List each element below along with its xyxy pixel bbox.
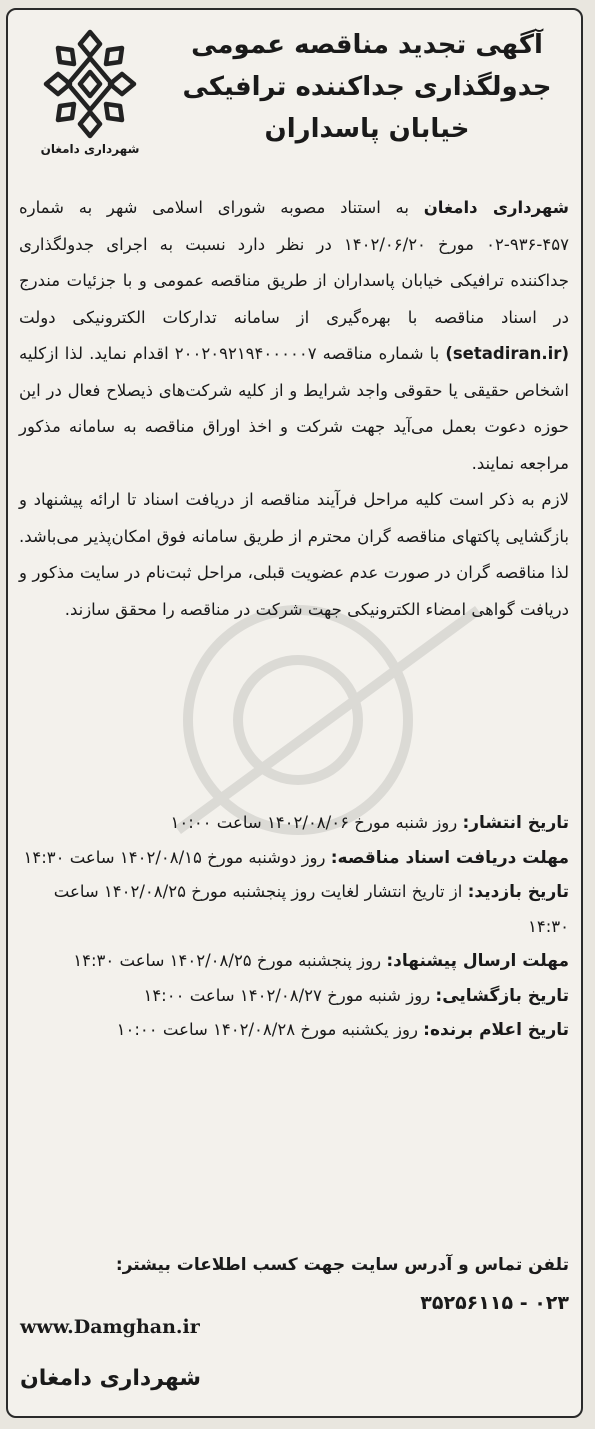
title-line-2: جدولگذاری جداکننده ترافیکی [182, 72, 552, 102]
schedule-item-publish [19, 806, 569, 841]
schedule-value: از تاریخ انتشار لغایت روز پنجشنبه مورخ ۱۴۰۲/۰۸/۲۵ ساعت ۱۴:۳۰ [53, 882, 569, 936]
setadiran-link[interactable]: (setadiran.ir) [445, 344, 569, 363]
notice-body [19, 190, 569, 628]
schedule-value: روز شنبه مورخ ۱۴۰۲/۰۸/۰۶ ساعت ۱۰:۰۰ [170, 813, 463, 832]
schedule-label: مهلت دریافت اسناد مناقصه: [330, 847, 569, 868]
schedule-label: تاریخ بازدید: [467, 882, 569, 902]
contact-phone: ۰۲۳ - ۳۵۲۵۶۱۱۵ [420, 1292, 569, 1314]
contact-label: تلفن تماس و آدرس سایت جهت کسب اطلاعات بیشتر: [115, 1255, 569, 1275]
schedule-label: تاریخ اعلام برنده: [423, 1020, 569, 1040]
body-paragraph-1-part-a: به استناد مصوبه شورای اسلامی شهر به شماره ۴۵۷-۹۳۶-۰۲ مورخ ۱۴۰۲/۰۶/۲۰ در نظر دارد نسبت به اجرای جدولگذاری جداکننده ترافیکی خیابان پاسداران از طریق مناقصه عمومی و با جزئیات مندرج در اسناد مناقصه با بهره‌گیری از سامانه تدارکات الکترونیکی دولت [19, 198, 569, 327]
schedule-label: مهلت ارسال پیشنهاد: [386, 951, 569, 971]
website-link[interactable]: www.Damghan.ir [20, 1316, 200, 1338]
schedule-item-visit [19, 875, 569, 944]
schedule-item-submission [19, 944, 569, 979]
title-line-1: آگهی تجدید مناقصه عمومی [191, 30, 543, 60]
schedule-label: تاریخ بازگشایی: [435, 985, 569, 1006]
schedule-value: روز پنجشنبه مورخ ۱۴۰۲/۰۸/۲۵ ساعت ۱۴:۳۰ [73, 951, 387, 970]
schedule-label: تاریخ انتشار: [462, 813, 569, 833]
schedule-item-winner [19, 1013, 569, 1048]
schedule-item-docs-deadline [19, 841, 569, 876]
schedule-list [19, 806, 569, 1048]
municipality-logo [30, 28, 150, 178]
schedule-value: روز شنبه مورخ ۱۴۰۲/۰۸/۲۷ ساعت ۱۴:۰۰ [143, 985, 436, 1005]
schedule-value: روز یکشنبه مورخ ۱۴۰۲/۰۸/۲۸ ساعت ۱۰:۰۰ [116, 1020, 424, 1039]
logo-caption: شهرداری دامغان [40, 142, 140, 156]
notice-frame [6, 8, 583, 1418]
body-paragraph-2: لازم به ذکر است کلیه مراحل فرآیند مناقصه از دریافت اسناد تا ارائه پیشنهاد و بازگشایی پاکتهای مناقصه گران محترم از طریق سامانه فوق امکان‌پذیر می‌باشد. لذا مناقصه گران در صورت عدم عضویت قبلی، مراحل ثبت‌نام در سایت مذکور و دریافت گواهی امضاء الکترونیکی جهت شرکت در مناقصه را محقق سازند. [19, 490, 569, 619]
title-line-3: خیابان پاسداران [264, 114, 470, 144]
schedule-value: روز دوشنبه مورخ ۱۴۰۲/۰۸/۱۵ ساعت ۱۴:۳۰ [23, 847, 331, 867]
notice-header [8, 10, 581, 180]
issuer-name: شهرداری دامغان [423, 198, 569, 217]
contact-info [19, 1246, 569, 1322]
emblem-icon [38, 28, 142, 140]
notice-title [167, 24, 567, 150]
body-paragraph-1 [19, 190, 569, 482]
body-paragraph-1-part-b: با شماره مناقصه ۲۰۰۲۰۹۲۱۹۴۰۰۰۰۰۷ اقدام نماید. لذا ازکلیه اشخاص حقیقی یا حقوقی واجد شرایط و از کلیه شرکت‌های ذیصلاح فعال در این حوزه دعوت بعمل می‌آید جهت شرکت و اخذ اوراق مناقصه به سامانه مذکور مراجعه نمایند. [19, 344, 569, 473]
signature: شهرداری دامغان [20, 1366, 202, 1391]
schedule-item-opening [19, 979, 569, 1014]
